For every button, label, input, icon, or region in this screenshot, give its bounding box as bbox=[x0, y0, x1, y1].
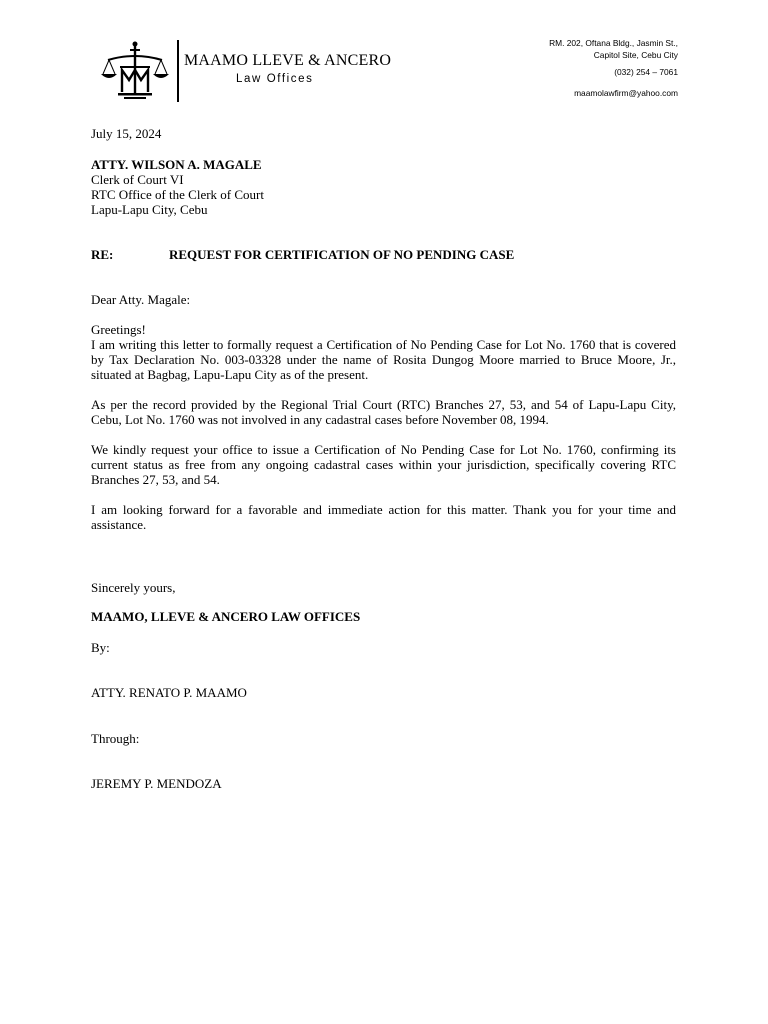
phone-number: (032) 254 – 7061 bbox=[614, 67, 678, 77]
scales-of-justice-logo bbox=[100, 40, 170, 100]
body-paragraph-3: We kindly request your office to issue a Certification of No Pending Case for Lot No. 1760, confirming its current status as free from any ongoing cadastral cases within your jurisdiction, specifically covering RTC Branches 27, 53, and 54. bbox=[91, 442, 676, 487]
body-paragraph-2: As per the record provided by the Regional Trial Court (RTC) Branches 27, 53, and 54 of Lapu-Lapu City, Cebu, Lot No. 1760 was not involved in any cadastral cases before November 08, 1994. bbox=[91, 397, 676, 427]
address-line-2: Capitol Site, Cebu City bbox=[593, 49, 678, 60]
addressee-title: Clerk of Court VI bbox=[91, 172, 184, 187]
signer-name: JEREMY P. MENDOZA bbox=[91, 776, 222, 791]
address-line-1: RM. 202, Oftana Bldg., Jasmin St., bbox=[549, 38, 678, 48]
letter-date: July 15, 2024 bbox=[91, 126, 162, 141]
letterhead-divider bbox=[177, 40, 179, 102]
firm-subtitle: Law Offices bbox=[236, 73, 314, 85]
closing: Sincerely yours, bbox=[91, 580, 176, 595]
re-line bbox=[91, 247, 676, 262]
body-paragraph-1: I am writing this letter to formally request a Certification of No Pending Case for Lot No. 1760 that is covered by Tax Declaration No. 003-03328 under the name of Rosita Dungog Moore married to Bruce Moore, Jr., situated at Bagbag, Lapu-Lapu City as of the present. bbox=[91, 337, 676, 382]
firm-name: MAAMO LLEVE & ANCERO bbox=[184, 52, 392, 69]
re-label: RE: bbox=[91, 247, 114, 262]
salutation: Dear Atty. Magale: bbox=[91, 292, 191, 307]
addressee-location: Lapu-Lapu City, Cebu bbox=[91, 202, 208, 217]
contact-block bbox=[549, 38, 678, 99]
addressee-block bbox=[91, 157, 676, 217]
attorney-name: ATTY. RENATO P. MAAMO bbox=[91, 685, 247, 700]
addressee-name: ATTY. WILSON A. MAGALE bbox=[91, 157, 262, 172]
body-paragraph-4: I am looking forward for a favorable and immediate action for this matter. Thank you for your time and assistance. bbox=[91, 502, 676, 532]
by-label: By: bbox=[91, 640, 110, 655]
firm-signature: MAAMO, LLEVE & ANCERO LAW OFFICES bbox=[91, 609, 361, 624]
greeting: Greetings! bbox=[91, 322, 146, 337]
re-subject: REQUEST FOR CERTIFICATION OF NO PENDING CASE bbox=[169, 247, 515, 262]
letterhead bbox=[98, 38, 680, 104]
email-address: maamolawfirm@yahoo.com bbox=[574, 87, 678, 98]
through-label: Through: bbox=[91, 731, 140, 746]
addressee-office: RTC Office of the Clerk of Court bbox=[91, 187, 264, 202]
letter-body bbox=[91, 322, 676, 547]
